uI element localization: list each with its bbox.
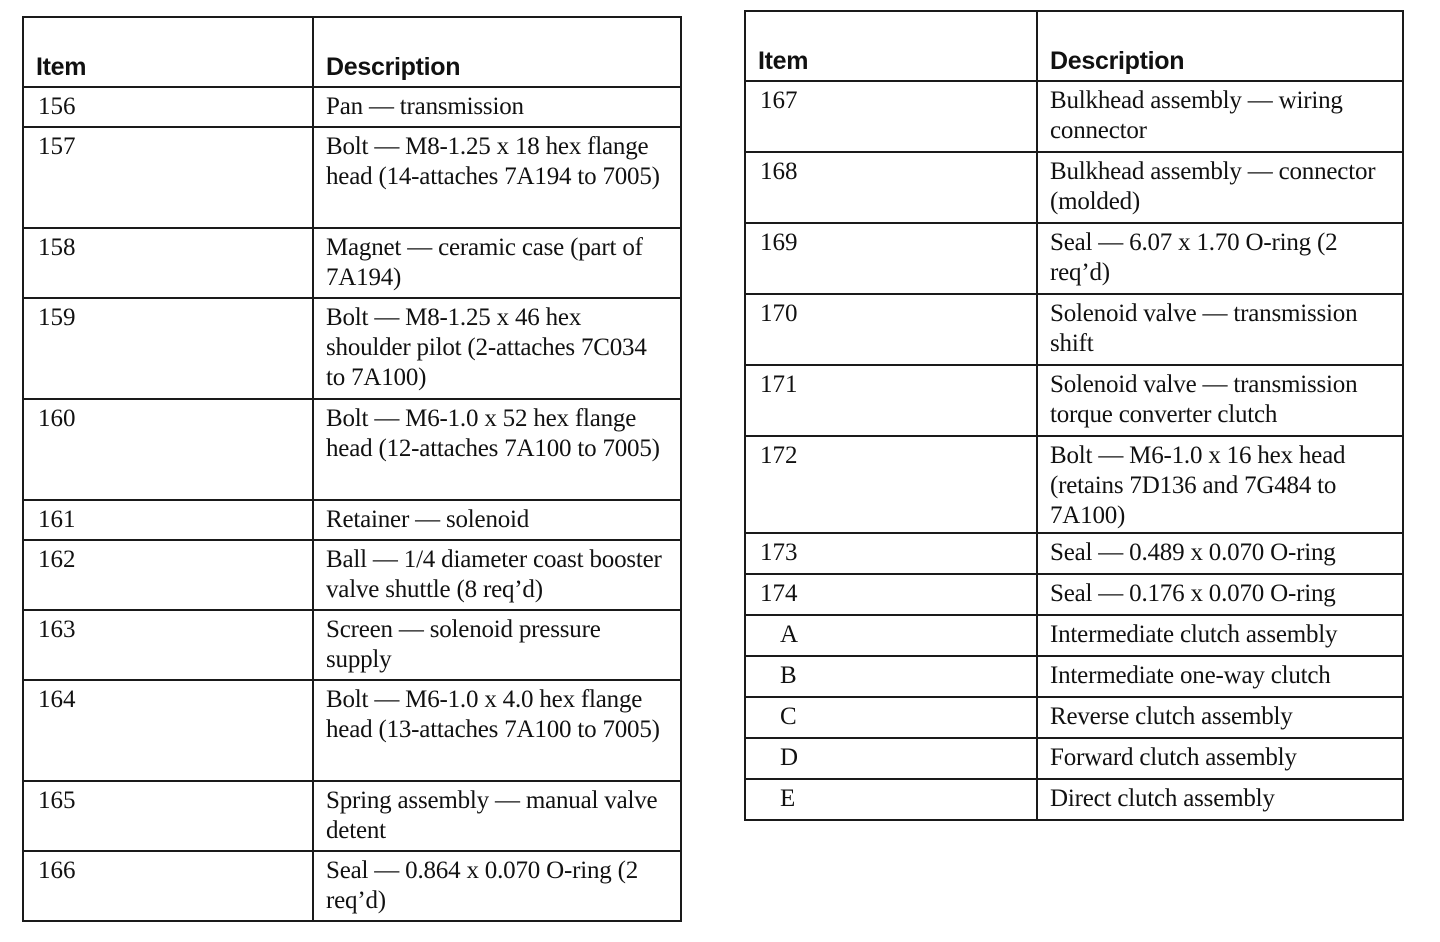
- table-row: [745, 81, 1403, 152]
- table-row: [23, 87, 681, 127]
- item-number-cell: 160: [23, 399, 313, 500]
- table-row: [23, 127, 681, 228]
- item-description-cell: Bolt — M8-1.25 x 46 hex shoulder pilot (2-attaches 7C034 to 7A100): [313, 298, 681, 399]
- item-description-cell: Direct clutch assembly: [1037, 779, 1403, 820]
- item-number-cell: 166: [23, 851, 313, 921]
- item-description-cell: Bolt — M6-1.0 x 16 hex head (retains 7D136 and 7G484 to 7A100): [1037, 436, 1403, 533]
- table-row: [745, 152, 1403, 223]
- description-column-header: Description: [313, 17, 681, 87]
- item-description-cell: Intermediate one-way clutch: [1037, 656, 1403, 697]
- table-row: [745, 779, 1403, 820]
- item-number-cell: 158: [23, 228, 313, 298]
- item-description-cell: Solenoid valve — transmission torque converter clutch: [1037, 365, 1403, 436]
- item-number-cell: 164: [23, 680, 313, 781]
- item-description-cell: Reverse clutch assembly: [1037, 697, 1403, 738]
- item-number-cell: 156: [23, 87, 313, 127]
- parts-table-left: [22, 16, 682, 922]
- item-description-cell: Screen — solenoid pressure supply: [313, 610, 681, 680]
- table-row: [745, 436, 1403, 533]
- table-row: [745, 294, 1403, 365]
- item-number-cell: 167: [745, 81, 1037, 152]
- table-body: [23, 87, 681, 921]
- item-number-cell: 162: [23, 540, 313, 610]
- table-header-row: [745, 11, 1403, 81]
- item-column-header: Item: [23, 17, 313, 87]
- item-description-cell: Ball — 1/4 diameter coast booster valve shuttle (8 req’d): [313, 540, 681, 610]
- item-description-cell: Bolt — M8-1.25 x 18 hex flange head (14-attaches 7A194 to 7005): [313, 127, 681, 228]
- item-number-cell: 174: [745, 574, 1037, 615]
- item-number-cell: 157: [23, 127, 313, 228]
- item-description-cell: Intermediate clutch assembly: [1037, 615, 1403, 656]
- table-body: [745, 81, 1403, 820]
- item-number-cell: A: [745, 615, 1037, 656]
- item-number-cell: C: [745, 697, 1037, 738]
- item-description-cell: Seal — 0.176 x 0.070 O-ring: [1037, 574, 1403, 615]
- item-description-cell: Forward clutch assembly: [1037, 738, 1403, 779]
- item-description-cell: Bolt — M6-1.0 x 4.0 hex flange head (13-attaches 7A100 to 7005): [313, 680, 681, 781]
- item-description-cell: Bolt — M6-1.0 x 52 hex flange head (12-attaches 7A100 to 7005): [313, 399, 681, 500]
- item-number-cell: 173: [745, 533, 1037, 574]
- item-description-cell: Magnet — ceramic case (part of 7A194): [313, 228, 681, 298]
- item-description-cell: Spring assembly — manual valve detent: [313, 781, 681, 851]
- item-description-cell: Seal — 0.489 x 0.070 O-ring: [1037, 533, 1403, 574]
- table-header-row: [23, 17, 681, 87]
- table-row: [23, 680, 681, 781]
- item-number-cell: 163: [23, 610, 313, 680]
- item-number-cell: 168: [745, 152, 1037, 223]
- table-row: [745, 533, 1403, 574]
- item-description-cell: Solenoid valve — transmission shift: [1037, 294, 1403, 365]
- table-row: [745, 365, 1403, 436]
- item-description-cell: Retainer — solenoid: [313, 500, 681, 540]
- item-description-cell: Seal — 0.864 x 0.070 O-ring (2 req’d): [313, 851, 681, 921]
- item-description-cell: Pan — transmission: [313, 87, 681, 127]
- item-description-cell: Bulkhead assembly — wiring connector: [1037, 81, 1403, 152]
- item-number-cell: 159: [23, 298, 313, 399]
- item-number-cell: 165: [23, 781, 313, 851]
- table-row: [23, 298, 681, 399]
- parts-table-right: [744, 10, 1404, 821]
- table-row: [23, 228, 681, 298]
- item-column-header: Item: [745, 11, 1037, 81]
- item-number-cell: 169: [745, 223, 1037, 294]
- table-row: [23, 399, 681, 500]
- table-row: [745, 615, 1403, 656]
- table-row: [23, 540, 681, 610]
- item-number-cell: 171: [745, 365, 1037, 436]
- table-row: [745, 697, 1403, 738]
- table-row: [23, 610, 681, 680]
- item-description-cell: Seal — 6.07 x 1.70 O-ring (2 req’d): [1037, 223, 1403, 294]
- table-row: [745, 223, 1403, 294]
- table-row: [23, 500, 681, 540]
- item-number-cell: 172: [745, 436, 1037, 533]
- item-description-cell: Bulkhead assembly — connector (molded): [1037, 152, 1403, 223]
- item-number-cell: 161: [23, 500, 313, 540]
- table-row: [23, 781, 681, 851]
- table-row: [745, 656, 1403, 697]
- item-number-cell: E: [745, 779, 1037, 820]
- table-row: [745, 574, 1403, 615]
- description-column-header: Description: [1037, 11, 1403, 81]
- table-row: [23, 851, 681, 921]
- item-number-cell: D: [745, 738, 1037, 779]
- table-row: [745, 738, 1403, 779]
- item-number-cell: B: [745, 656, 1037, 697]
- item-number-cell: 170: [745, 294, 1037, 365]
